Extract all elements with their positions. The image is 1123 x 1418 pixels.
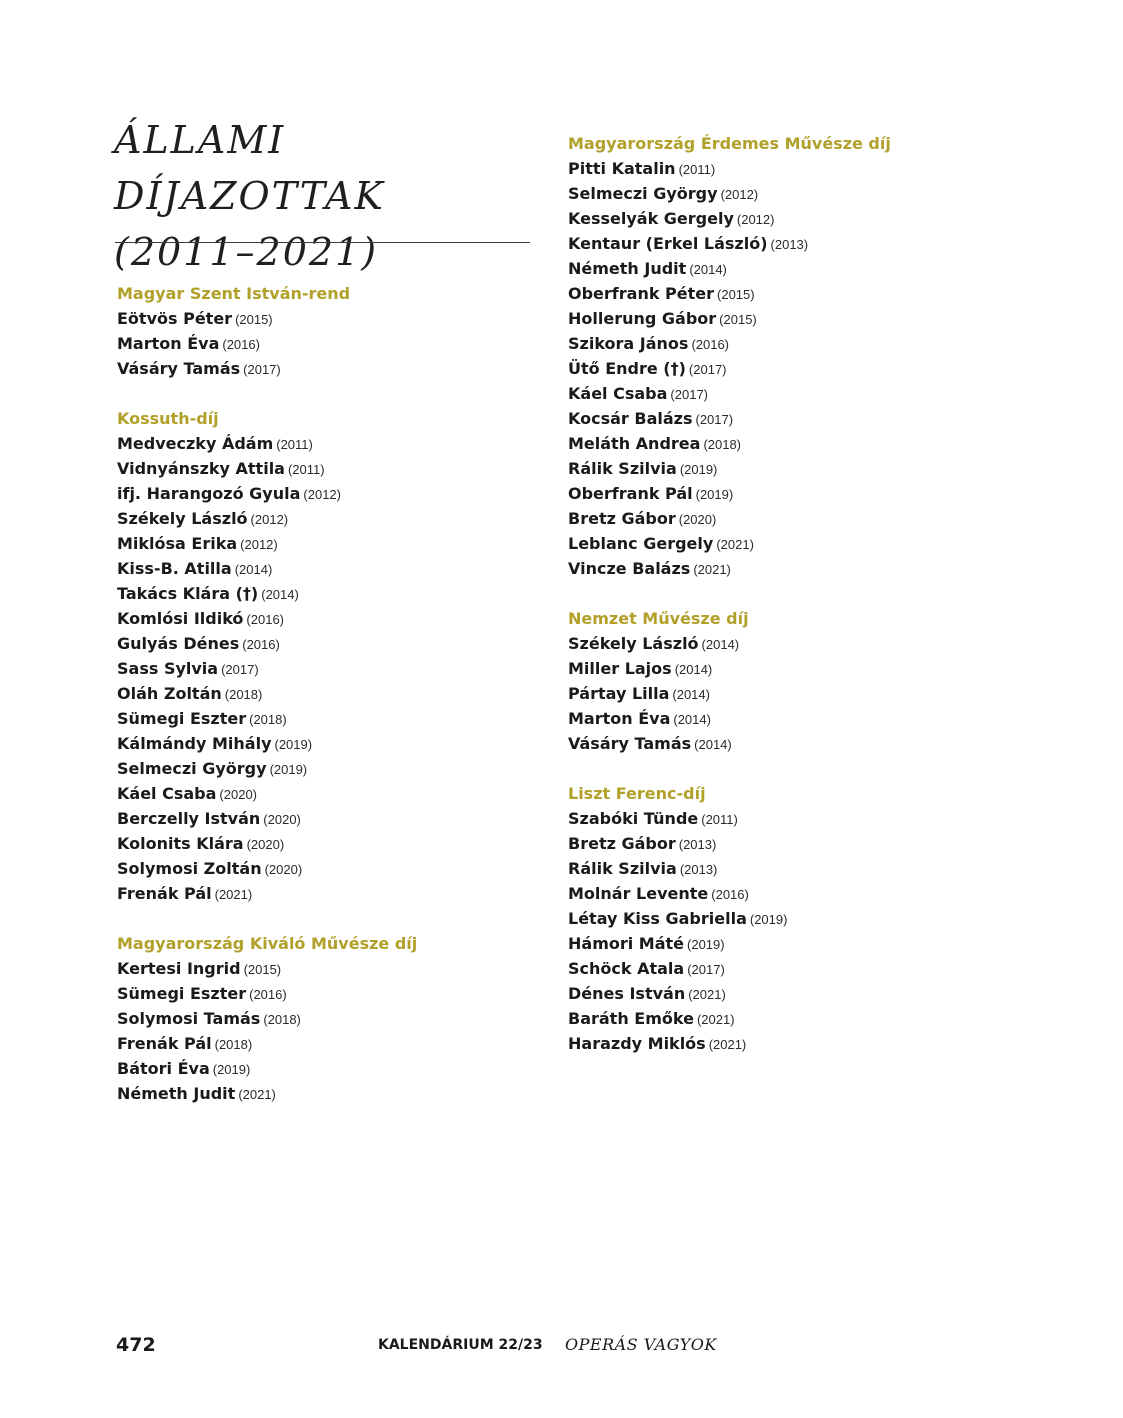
awardee-name: Szabóki Tünde [568, 809, 699, 828]
award-year: (2015) [243, 962, 282, 977]
award-year: (2021) [238, 1087, 276, 1102]
awardee-name: Schöck Atala [568, 959, 685, 978]
awardee-name: Sass Sylvia [117, 659, 219, 678]
awardee-name: Selmeczi György [117, 759, 267, 778]
award-year: (2014) [672, 687, 710, 702]
award-section-title: Liszt Ferenc-díj [568, 784, 706, 803]
awardee-name: Harazdy Miklós [568, 1034, 706, 1053]
awardee-name: Vásáry Tamás [117, 359, 241, 378]
awardee-entry [117, 781, 557, 806]
award-year: (2011) [276, 437, 313, 452]
award-year: (2019) [749, 912, 788, 927]
awardee-entry [117, 981, 557, 1006]
award-year: (2020) [246, 837, 285, 852]
award-year: (2019) [269, 762, 308, 777]
award-year: (2014) [261, 587, 299, 602]
awardee-name: Gulyás Dénes [117, 634, 240, 653]
awardee-entry [568, 906, 1008, 931]
award-year: (2021) [214, 887, 253, 902]
awardee-entry [117, 456, 557, 481]
awardee-entry [117, 1031, 557, 1056]
award-year: (2012) [720, 187, 759, 202]
awardee-entry [117, 831, 557, 856]
award-year: (2021) [688, 987, 726, 1002]
awardee-entry [117, 531, 557, 556]
awardee-entry [117, 306, 557, 331]
awardee-name: Sümegi Eszter [117, 709, 247, 728]
awardee-name: Ütő Endre (†) [568, 359, 686, 378]
awardee-entry [117, 1006, 557, 1031]
page-title-main: ÁLLAMI DÍJAZOTTAK [114, 118, 385, 218]
award-year: (2016) [246, 612, 284, 627]
award-section [117, 406, 557, 906]
award-year: (2013) [679, 862, 718, 877]
awardee-name: Létay Kiss Gabriella [568, 909, 747, 928]
award-year: (2014) [673, 712, 711, 727]
awardee-name: Kentaur (Erkel László) [568, 234, 768, 253]
awardee-entry [568, 706, 1008, 731]
award-year: (2012) [736, 212, 775, 227]
award-year: (2014) [689, 262, 727, 277]
awardee-name: Székely László [568, 634, 699, 653]
awardee-name: Marton Éva [568, 709, 671, 728]
title-divider [115, 242, 530, 243]
awardee-name: Vidnyánszky Attila [117, 459, 285, 478]
awardee-name: Németh Judit [568, 259, 687, 278]
award-year: (2015) [717, 287, 755, 302]
awardee-entry [568, 381, 1008, 406]
awardee-entry [117, 631, 557, 656]
page-number: 472 [116, 1334, 156, 1356]
awardee-entry [568, 1006, 1008, 1031]
awardee-entry [568, 806, 1008, 831]
awardee-name: Vincze Balázs [568, 559, 691, 578]
award-year: (2017) [688, 362, 727, 377]
awardee-name: Meláth Andrea [568, 434, 701, 453]
awardee-entry [117, 706, 557, 731]
awardee-entry [117, 606, 557, 631]
awardee-name: Baráth Emőke [568, 1009, 694, 1028]
awardee-name: Oláh Zoltán [117, 684, 222, 703]
awardee-entry [568, 256, 1008, 281]
awardee-name: Kertesi Ingrid [117, 959, 241, 978]
award-year: (2015) [719, 312, 757, 327]
award-year: (2013) [770, 237, 809, 252]
award-year: (2017) [670, 387, 708, 402]
awardee-entry [568, 731, 1008, 756]
award-year: (2017) [695, 412, 734, 427]
awardee-name: Komlósi Ildikó [117, 609, 244, 628]
award-year: (2015) [235, 312, 273, 327]
awardee-entry [568, 206, 1008, 231]
awardee-entry [117, 756, 557, 781]
awardee-name: Eötvös Péter [117, 309, 233, 328]
award-year: (2018) [224, 687, 263, 702]
awardee-entry [568, 481, 1008, 506]
award-year: (2012) [240, 537, 278, 552]
awardee-name: Miklósa Erika [117, 534, 238, 553]
awardee-entry [117, 731, 557, 756]
award-year: (2011) [701, 812, 738, 827]
awardee-name: Berczelly István [117, 809, 261, 828]
awardee-entry [568, 531, 1008, 556]
award-section [117, 281, 557, 381]
awardee-name: Solymosi Tamás [117, 1009, 261, 1028]
award-year: (2017) [221, 662, 259, 677]
awardee-entry [117, 431, 557, 456]
awardee-name: Frenák Pál [117, 1034, 212, 1053]
award-year: (2013) [678, 837, 717, 852]
award-year: (2021) [696, 1012, 735, 1027]
award-year: (2020) [264, 862, 303, 877]
awardee-name: Németh Judit [117, 1084, 236, 1103]
awardee-name: Leblanc Gergely [568, 534, 714, 553]
award-year: (2011) [678, 162, 716, 177]
awardee-name: Medveczky Ádám [117, 434, 274, 453]
awardee-entry [568, 556, 1008, 581]
award-section [568, 131, 1008, 581]
awardee-name: Bretz Gábor [568, 509, 676, 528]
award-year: (2019) [687, 937, 725, 952]
award-section-title: Kossuth-díj [117, 409, 219, 428]
publication-name: KALENDÁRIUM 22/23 [378, 1337, 543, 1353]
award-year: (2019) [695, 487, 734, 502]
awardee-entry [568, 631, 1008, 656]
award-year: (2014) [234, 562, 273, 577]
publication-tagline: OPERÁS VAGYOK [565, 1335, 717, 1354]
awardee-name: Solymosi Zoltán [117, 859, 262, 878]
awardee-entry [568, 681, 1008, 706]
awardee-entry [568, 931, 1008, 956]
award-year: (2014) [674, 662, 713, 677]
award-section-title: Magyar Szent István-rend [117, 284, 351, 303]
awardee-name: Bretz Gábor [568, 834, 676, 853]
award-year: (2016) [711, 887, 749, 902]
awardee-name: Takács Klára (†) [117, 584, 259, 603]
award-year: (2019) [679, 462, 718, 477]
awardee-name: Pitti Katalin [568, 159, 676, 178]
awardee-entry [568, 431, 1008, 456]
awardee-name: Pártay Lilla [568, 684, 670, 703]
awardee-entry [117, 856, 557, 881]
awardee-entry [568, 456, 1008, 481]
awardee-name: Kálmándy Mihály [117, 734, 272, 753]
awardee-entry [117, 681, 557, 706]
awardee-name: Oberfrank Pál [568, 484, 693, 503]
awardee-name: Rálik Szilvia [568, 859, 677, 878]
award-year: (2018) [263, 1012, 301, 1027]
awardee-entry [117, 806, 557, 831]
award-section-title: Magyarország Kiváló Művésze díj [117, 934, 418, 953]
awardee-entry [117, 956, 557, 981]
award-year: (2016) [691, 337, 730, 352]
awardee-entry [568, 656, 1008, 681]
awardee-name: Dénes István [568, 984, 686, 1003]
awardee-name: Kesselyák Gergely [568, 209, 734, 228]
awardee-entry [568, 856, 1008, 881]
award-year: (2020) [219, 787, 257, 802]
awardee-entry [117, 1081, 557, 1106]
award-year: (2016) [249, 987, 287, 1002]
awardee-name: Vásáry Tamás [568, 734, 692, 753]
awardee-name: Bátori Éva [117, 1059, 210, 1078]
awardee-entry [568, 231, 1008, 256]
award-year: (2011) [287, 462, 325, 477]
awardee-entry [568, 281, 1008, 306]
awardee-entry [568, 331, 1008, 356]
award-year: (2018) [249, 712, 287, 727]
page-title-years: (2011–2021) [114, 230, 379, 274]
award-year: (2012) [303, 487, 341, 502]
award-year: (2016) [222, 337, 260, 352]
awardee-name: Káel Csaba [568, 384, 668, 403]
awardee-entry [117, 356, 557, 381]
awardee-entry [117, 481, 557, 506]
awardee-name: Hollerung Gábor [568, 309, 717, 328]
award-year: (2018) [214, 1037, 253, 1052]
awardee-entry [117, 506, 557, 531]
page-title [114, 112, 534, 280]
award-year: (2021) [716, 537, 754, 552]
awardee-entry [568, 406, 1008, 431]
award-section-title: Magyarország Érdemes Művésze díj [568, 134, 891, 153]
award-year: (2021) [708, 1037, 747, 1052]
award-year: (2017) [243, 362, 281, 377]
right-column [568, 131, 1008, 1081]
awardee-name: Rálik Szilvia [568, 459, 677, 478]
award-section [117, 931, 557, 1106]
awardee-entry [568, 356, 1008, 381]
awardee-entry [117, 556, 557, 581]
award-section [568, 606, 1008, 756]
awardee-name: Székely László [117, 509, 248, 528]
awardee-entry [117, 881, 557, 906]
awardee-entry [568, 981, 1008, 1006]
award-year: (2020) [263, 812, 301, 827]
awardee-name: Szikora János [568, 334, 689, 353]
award-section-title: Nemzet Művésze díj [568, 609, 749, 628]
award-year: (2019) [212, 1062, 251, 1077]
awardee-name: Marton Éva [117, 334, 220, 353]
awardee-entry [117, 331, 557, 356]
awardee-name: Oberfrank Péter [568, 284, 715, 303]
award-year: (2017) [687, 962, 725, 977]
awardee-name: Káel Csaba [117, 784, 217, 803]
award-year: (2014) [694, 737, 732, 752]
awardee-entry [117, 581, 557, 606]
award-year: (2016) [242, 637, 280, 652]
awardee-entry [568, 956, 1008, 981]
awardee-entry [117, 656, 557, 681]
awardee-name: Frenák Pál [117, 884, 212, 903]
awardee-name: Kocsár Balázs [568, 409, 693, 428]
awardee-name: Selmeczi György [568, 184, 718, 203]
awardee-entry [568, 156, 1008, 181]
award-year: (2012) [250, 512, 289, 527]
award-year: (2021) [693, 562, 731, 577]
left-column [117, 281, 557, 1131]
awardee-entry [568, 1031, 1008, 1056]
awardee-name: Miller Lajos [568, 659, 672, 678]
award-year: (2020) [678, 512, 717, 527]
awardee-entry [568, 831, 1008, 856]
awardee-name: Molnár Levente [568, 884, 709, 903]
awardee-name: Kiss-B. Atilla [117, 559, 232, 578]
awardee-name: Hámori Máté [568, 934, 685, 953]
award-year: (2014) [701, 637, 740, 652]
awardee-name: Sümegi Eszter [117, 984, 247, 1003]
awardee-entry [568, 181, 1008, 206]
awardee-entry [568, 881, 1008, 906]
award-year: (2018) [703, 437, 742, 452]
award-section [568, 781, 1008, 1056]
awardee-name: Kolonits Klára [117, 834, 244, 853]
awardee-name: ifj. Harangozó Gyula [117, 484, 301, 503]
awardee-entry [568, 306, 1008, 331]
award-year: (2019) [274, 737, 313, 752]
awardee-entry [568, 506, 1008, 531]
awardee-entry [117, 1056, 557, 1081]
